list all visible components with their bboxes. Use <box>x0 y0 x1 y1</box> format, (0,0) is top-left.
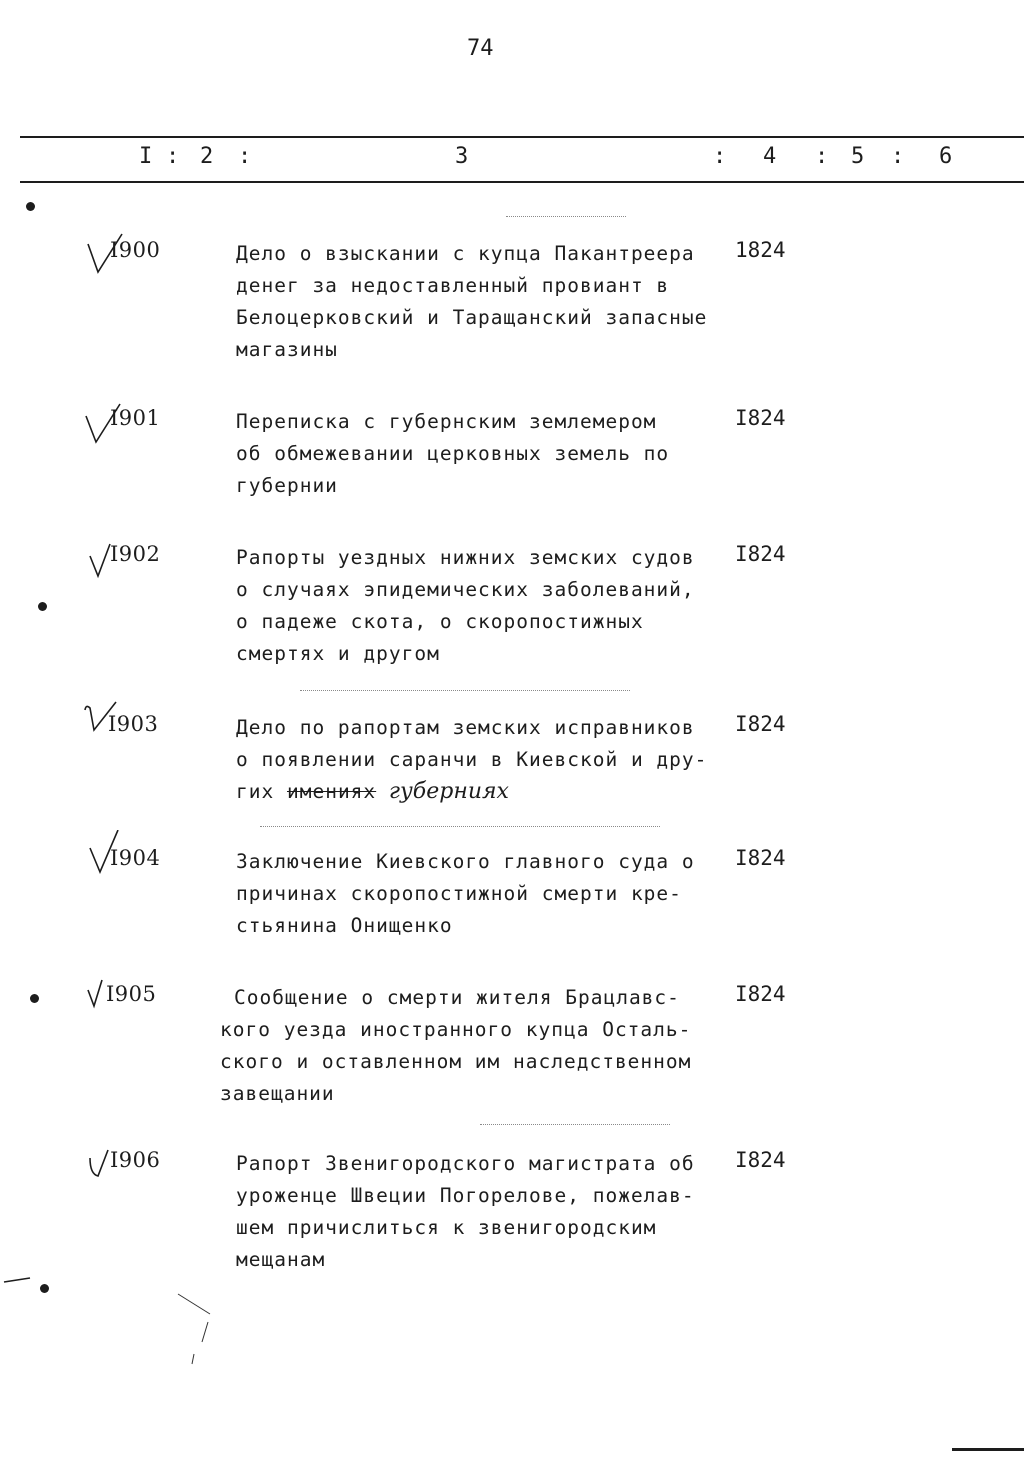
scan-speck <box>300 690 630 691</box>
punch-hole <box>38 602 47 611</box>
record-year: I824 <box>735 542 786 566</box>
record-description <box>220 982 714 1110</box>
description-line: мещанам <box>236 1248 326 1271</box>
record-year: I824 <box>735 406 786 430</box>
record-year: I824 <box>735 846 786 870</box>
description-line: шем причислиться к звенигородским <box>236 1216 657 1239</box>
description-line: уроженце Швеции Погорелове, пожелав- <box>236 1184 695 1207</box>
description-line: Переписка с губернским землемером <box>236 410 657 433</box>
description-line: о появлении саранчи в Киевской и дру- <box>236 748 708 771</box>
record-number: I901 <box>110 406 161 430</box>
page-number: 74 <box>467 36 494 61</box>
column-header-5: 5 <box>851 144 865 169</box>
scan-speck <box>480 1124 670 1125</box>
record-number: I904 <box>110 846 161 870</box>
column-separator: : <box>815 144 829 169</box>
description-line: причинах скоропостижной смерти кре- <box>236 882 682 905</box>
record-number: I903 <box>108 712 159 736</box>
bottom-edge-mark <box>952 1448 1024 1451</box>
header-bottom-rule <box>20 181 1024 183</box>
column-header-6: 6 <box>939 144 953 169</box>
description-line: Дело о взыскании с купца Пакантреера <box>236 242 695 265</box>
scan-speck <box>506 216 626 217</box>
column-separator: : <box>713 144 727 169</box>
punch-hole <box>30 994 39 1003</box>
record-description <box>236 238 716 366</box>
description-line: Дело по рапортам земских исправников <box>236 716 695 739</box>
description-line: о случаях эпидемических заболеваний, <box>236 578 695 601</box>
column-header-4: 4 <box>763 144 777 169</box>
description-line: Рапорт Звенигородского магистрата об <box>236 1152 695 1175</box>
column-separator: : <box>166 144 180 169</box>
punch-hole <box>26 202 35 211</box>
header-top-rule <box>20 136 1024 138</box>
margin-dash <box>0 1270 40 1290</box>
record-year: 1824 <box>735 238 786 262</box>
description-line <box>236 776 716 808</box>
scan-speck <box>260 826 660 827</box>
description-line: губернии <box>236 474 338 497</box>
punch-hole <box>40 1284 49 1293</box>
struck-word: имениях <box>286 780 377 803</box>
description-line: об обмежевании церковных земель по <box>236 442 670 465</box>
description-line: ского и оставленном им наследственном <box>220 1050 692 1073</box>
record-description <box>236 542 716 670</box>
handwritten-correction: губерниях <box>388 779 509 804</box>
description-line: о падеже скота, о скоропостижных <box>236 610 644 633</box>
column-header-1: I <box>139 144 153 169</box>
description-line: завещании <box>220 1082 335 1105</box>
description-line: Рапорты уездных нижних земских судов <box>236 546 695 569</box>
record-year: I824 <box>735 982 786 1006</box>
record-description <box>236 712 716 808</box>
column-header-3: 3 <box>455 144 469 169</box>
description-line-start: гих <box>236 780 275 803</box>
record-number: I902 <box>110 542 161 566</box>
scan-artifact-marks <box>170 1290 230 1370</box>
description-line: Заключение Киевского главного суда о <box>236 850 695 873</box>
record-description <box>236 1148 716 1276</box>
record-description <box>236 406 716 502</box>
column-header-2: 2 <box>200 144 214 169</box>
description-line: магазины <box>236 338 338 361</box>
record-year: I824 <box>735 712 786 736</box>
description-line: денег за недоставленный провиант в <box>236 274 670 297</box>
record-year: I824 <box>735 1148 786 1172</box>
description-line: Белоцерковский и Таращанский запасные <box>236 306 708 329</box>
record-number: I905 <box>106 982 157 1006</box>
column-separator: : <box>238 144 252 169</box>
record-number: I906 <box>110 1148 161 1172</box>
description-line: Сообщение о смерти жителя Брацлавс- <box>234 986 680 1009</box>
description-line: стьянина Онищенко <box>236 914 453 937</box>
description-line: кого уезда иностранного купца Осталь- <box>220 1018 692 1041</box>
column-separator: : <box>891 144 905 169</box>
record-number: I900 <box>110 238 161 262</box>
description-line: смертях и другом <box>236 642 440 665</box>
record-description <box>236 846 716 942</box>
